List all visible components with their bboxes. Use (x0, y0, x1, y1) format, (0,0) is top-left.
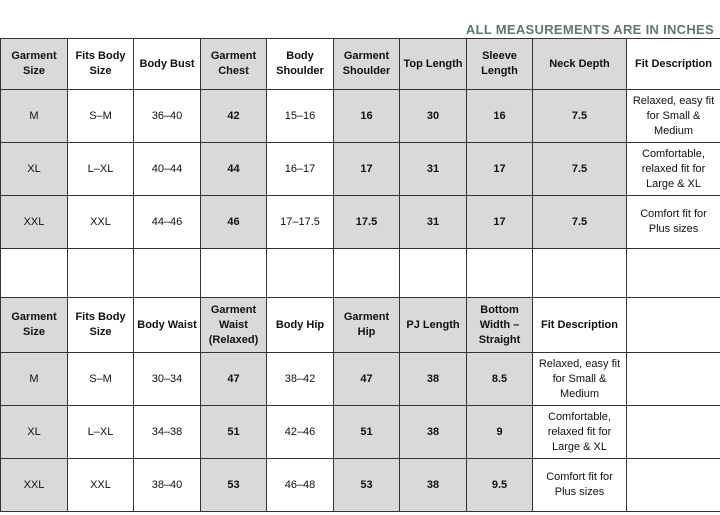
bottom-table-cell: L–XL (68, 406, 134, 459)
top-table-cell: 16–17 (267, 143, 334, 196)
bottom-table-cell (627, 353, 720, 406)
bottom-table-cell: 53 (201, 459, 267, 512)
bottom-table-header-row (1, 298, 720, 353)
top-table-row (1, 196, 720, 249)
top-table-cell: 17.5 (334, 196, 400, 249)
top-table-cell: 30 (400, 90, 467, 143)
empty-cell (533, 249, 627, 298)
top-header-cell: Garment Size (1, 39, 68, 90)
top-table-row (1, 90, 720, 143)
top-table-cell: 17–17.5 (267, 196, 334, 249)
top-table-cell: L–XL (68, 143, 134, 196)
bottom-header-cell (627, 298, 720, 353)
bottom-header-cell: Fit Description (533, 298, 627, 353)
bottom-table-cell: 30–34 (134, 353, 201, 406)
bottom-table-cell: 42–46 (267, 406, 334, 459)
bottom-table-cell: 38 (400, 406, 467, 459)
empty-cell (68, 249, 134, 298)
top-table-cell: S–M (68, 90, 134, 143)
top-table-cell: 46 (201, 196, 267, 249)
bottom-header-cell: PJ Length (400, 298, 467, 353)
bottom-header-cell: Body Hip (267, 298, 334, 353)
top-header-cell: Top Length (400, 39, 467, 90)
top-header-cell: Body Bust (134, 39, 201, 90)
top-header-cell: Fits Body Size (68, 39, 134, 90)
measurement-unit-note: ALL MEASUREMENTS ARE IN INCHES (465, 22, 714, 37)
top-header-cell: Body Shoulder (267, 39, 334, 90)
top-table-cell: 7.5 (533, 196, 627, 249)
bottom-table-cell: 47 (334, 353, 400, 406)
bottom-table-cell: M (1, 353, 68, 406)
bottom-table-row (1, 406, 720, 459)
top-table-cell: Comfort fit for Plus sizes (627, 196, 720, 249)
top-table-row (1, 143, 720, 196)
empty-cell (1, 249, 68, 298)
top-table-cell: 31 (400, 143, 467, 196)
bottom-header-cell: Garment Hip (334, 298, 400, 353)
bottom-table-cell: S–M (68, 353, 134, 406)
spacer-row (1, 249, 720, 298)
top-table-cell: 40–44 (134, 143, 201, 196)
top-table-cell: 17 (334, 143, 400, 196)
bottom-table-cell: 9.5 (467, 459, 533, 512)
bottom-table-cell: Comfort fit for Plus sizes (533, 459, 627, 512)
empty-cell (201, 249, 267, 298)
top-table-cell: 16 (467, 90, 533, 143)
bottom-table-cell (627, 406, 720, 459)
top-table-cell: 44 (201, 143, 267, 196)
bottom-table-cell: 38 (400, 459, 467, 512)
top-table-cell: 17 (467, 196, 533, 249)
top-table-cell: 15–16 (267, 90, 334, 143)
top-header-cell: Sleeve Length (467, 39, 533, 90)
top-table-cell: 7.5 (533, 143, 627, 196)
top-table-cell: 36–40 (134, 90, 201, 143)
bottom-header-cell: Body Waist (134, 298, 201, 353)
top-header-cell: Fit Description (627, 39, 720, 90)
bottom-table-cell: XXL (1, 459, 68, 512)
empty-cell (400, 249, 467, 298)
size-chart-table (0, 38, 720, 512)
bottom-table-cell: XL (1, 406, 68, 459)
top-table-cell: 16 (334, 90, 400, 143)
bottom-table-cell: 38–40 (134, 459, 201, 512)
bottom-table-cell: 51 (334, 406, 400, 459)
top-table-cell: Relaxed, easy fit for Small & Medium (627, 90, 720, 143)
bottom-table-cell: Relaxed, easy fit for Small & Medium (533, 353, 627, 406)
top-table-cell: 31 (400, 196, 467, 249)
empty-cell (467, 249, 533, 298)
bottom-header-cell: Fits Body Size (68, 298, 134, 353)
top-table-header-row (1, 39, 720, 90)
empty-cell (134, 249, 201, 298)
top-table-cell: XL (1, 143, 68, 196)
bottom-table-cell (627, 459, 720, 512)
bottom-table-cell: 53 (334, 459, 400, 512)
top-table-cell: 17 (467, 143, 533, 196)
bottom-header-cell: Garment Waist (Relaxed) (201, 298, 267, 353)
bottom-table-cell: 38–42 (267, 353, 334, 406)
top-table-cell: 44–46 (134, 196, 201, 249)
empty-cell (267, 249, 334, 298)
top-table-cell: 42 (201, 90, 267, 143)
top-header-cell: Garment Chest (201, 39, 267, 90)
bottom-table-cell: XXL (68, 459, 134, 512)
bottom-table-cell: Comfortable, relaxed fit for Large & XL (533, 406, 627, 459)
bottom-table-cell: 46–48 (267, 459, 334, 512)
top-table-cell: XXL (1, 196, 68, 249)
top-table-cell: M (1, 90, 68, 143)
top-table-cell: 7.5 (533, 90, 627, 143)
empty-cell (334, 249, 400, 298)
bottom-table-cell: 34–38 (134, 406, 201, 459)
top-header-cell: Neck Depth (533, 39, 627, 90)
bottom-header-cell: Bottom Width – Straight (467, 298, 533, 353)
bottom-table-cell: 9 (467, 406, 533, 459)
bottom-table-cell: 8.5 (467, 353, 533, 406)
empty-cell (627, 249, 720, 298)
top-header-cell: Garment Shoulder (334, 39, 400, 90)
bottom-table-row (1, 353, 720, 406)
top-table-cell: XXL (68, 196, 134, 249)
bottom-table-cell: 51 (201, 406, 267, 459)
bottom-header-cell: Garment Size (1, 298, 68, 353)
bottom-table-row (1, 459, 720, 512)
bottom-table-cell: 47 (201, 353, 267, 406)
top-table-cell: Comfortable, relaxed fit for Large & XL (627, 143, 720, 196)
bottom-table-cell: 38 (400, 353, 467, 406)
